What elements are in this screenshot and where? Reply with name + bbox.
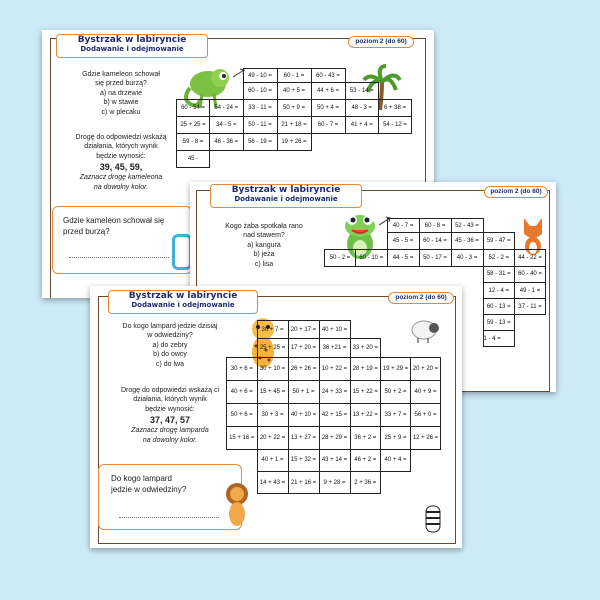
maze-row: [325, 219, 546, 233]
maze-cell[interactable]: 50 + 1 =: [288, 380, 319, 403]
maze-cell[interactable]: 50 - 2 =: [325, 249, 356, 266]
maze-cell[interactable]: 33 - 11 =: [243, 99, 277, 116]
question-text: [102, 322, 238, 369]
answer-line[interactable]: [119, 517, 219, 518]
option-a: a) do zebry: [152, 341, 188, 349]
instruction-line: działania, których wynik: [84, 143, 158, 151]
sheet-title-box: [56, 34, 208, 58]
maze-cell[interactable]: 40 + 10 =: [319, 321, 350, 339]
maze-cell[interactable]: 40 + 4 =: [381, 449, 411, 472]
maze-cell[interactable]: 28 + 19 =: [350, 357, 381, 380]
maze-row: [227, 472, 441, 494]
instruction-italic: na dowolny kolor.: [93, 183, 149, 191]
maze-cell[interactable]: 14 + 43 =: [257, 472, 288, 494]
maze-cell[interactable]: 43 + 14 =: [319, 449, 350, 472]
maze-cell[interactable]: 60 - 43 =: [311, 69, 345, 83]
maze-cell[interactable]: 21 + 18 =: [277, 116, 311, 133]
maze-cell[interactable]: 44 - 22 =: [515, 249, 546, 266]
option-c: c) w plecaku: [101, 108, 141, 116]
maze-cell[interactable]: 50 + 4 =: [311, 99, 345, 116]
maze-cell[interactable]: 50 + 9 =: [277, 99, 311, 116]
maze-cell[interactable]: 44 - 5 =: [387, 249, 419, 266]
sheet-title: Bystrzak w labiryncie: [128, 291, 238, 301]
maze-cell[interactable]: 53 - 14 =: [345, 83, 379, 100]
maze-row: [177, 150, 412, 167]
option-b: b) jeża: [253, 251, 275, 259]
maze-row: [227, 403, 441, 426]
maze-cell[interactable]: 15 + 22 =: [350, 380, 381, 403]
maze-cell[interactable]: 40 + 9 =: [411, 380, 441, 403]
instruction-line: będzie wynosić:: [96, 152, 146, 160]
maze-row: [227, 339, 441, 358]
maze-cell[interactable]: 20 + 22 =: [257, 426, 288, 449]
maze-cell[interactable]: 36 +21 =: [319, 339, 350, 358]
question-line: Gdzie kameleon schował: [82, 71, 160, 78]
level-badge: poziom 2 (do 60): [348, 36, 414, 48]
maze-cell[interactable]: 33 + 7 =: [381, 403, 411, 426]
instruction-text: [102, 386, 238, 445]
sheet-subtitle: Dodawanie i odejmowanie: [80, 45, 184, 53]
target-numbers: 37, 47, 57: [149, 415, 191, 426]
maze-cell[interactable]: 60 - 1 =: [277, 69, 311, 83]
instruction-line: działania, których wynik: [133, 396, 207, 404]
maze-row: [227, 449, 441, 472]
maze-cell[interactable]: 1 - 4 =: [483, 331, 515, 347]
sheet-title-box: [210, 184, 362, 208]
sheet-subtitle: Dodawanie i odejmowanie: [234, 195, 338, 203]
maze-cell[interactable]: 6 + 38 =: [379, 99, 412, 116]
maze-cell[interactable]: 40 + 10 =: [288, 403, 319, 426]
maze-row: [177, 99, 412, 116]
maze-row: [227, 321, 441, 339]
maze-cell[interactable]: 20 + 20 =: [411, 357, 441, 380]
option-b: b) w stawie: [103, 99, 139, 107]
maze-cell[interactable]: 49 - 1 =: [515, 283, 546, 299]
maze-cell[interactable]: 30 + 10 =: [257, 357, 288, 380]
maze-cell[interactable]: 46 - 36 =: [210, 133, 244, 150]
maze-cell[interactable]: 2 + 36 =: [350, 472, 381, 494]
backpack-icon: [172, 234, 192, 270]
answer-question-line: Do kogo lampard: [111, 474, 172, 483]
maze-cell[interactable]: 60 - 7 =: [311, 116, 345, 133]
maze-cell[interactable]: 40 - 3 =: [451, 249, 483, 266]
maze-cell[interactable]: 12 + 26 =: [411, 426, 441, 449]
maze-cell[interactable]: 60 - 10 =: [356, 249, 388, 266]
answer-question: Gdzie kameleon schował się przed burzą?: [63, 216, 165, 237]
maze-row: [177, 83, 412, 100]
maze-cell[interactable]: 48 - 3 =: [345, 99, 379, 116]
maze-cell[interactable]: 24 + 33 =: [319, 380, 350, 403]
maze-cell[interactable]: 54 - 12 =: [379, 116, 412, 133]
option-a: a) kangura: [247, 241, 281, 249]
maze-cell[interactable]: 40 + 1 =: [257, 449, 288, 472]
instruction-line: Drogę do odpowiedzi wskażą ci: [120, 387, 220, 394]
maze-cell[interactable]: 30 + 6 =: [227, 357, 258, 380]
instruction-line: Drogę do odpowiedzi wskażą: [75, 134, 167, 141]
target-numbers: 39, 45, 59,: [99, 162, 143, 173]
instruction-italic: Zaznacz drogę lamparda: [131, 427, 209, 435]
answer-question: [99, 465, 241, 503]
maze-cell[interactable]: 21 + 16 =: [288, 472, 319, 494]
maze-row: [325, 249, 546, 266]
maze-cell[interactable]: 60 - 8 =: [419, 219, 451, 233]
maze-cell[interactable]: 59 - 47 =: [483, 233, 515, 250]
maze-cell[interactable]: 58 - 31 =: [483, 266, 515, 283]
maze-cell[interactable]: 50 + 6 =: [227, 403, 258, 426]
sheet-title: Bystrzak w labiryncie: [231, 185, 341, 195]
maze-cell[interactable]: 13 + 27 =: [288, 426, 319, 449]
maze-cell[interactable]: 36 + 2 =: [350, 426, 381, 449]
answer-line[interactable]: [69, 257, 169, 258]
maze-cell[interactable]: 52 - 43 =: [451, 219, 483, 233]
maze-cell[interactable]: 60 - 13 =: [483, 299, 515, 315]
maze-row: [325, 266, 546, 283]
question-line: się przed burzą?: [95, 80, 147, 88]
maze-cell[interactable]: 10 + 22 =: [319, 357, 350, 380]
maze-cell[interactable]: 26 + 26 =: [288, 357, 319, 380]
sheet-subtitle: Dodawanie i odejmowanie: [131, 301, 235, 309]
maze-cell[interactable]: 52 - 2 =: [483, 249, 515, 266]
maze-cell[interactable]: 46 + 2 =: [350, 449, 381, 472]
option-c: c) do lwa: [155, 360, 184, 368]
answer-box: [98, 464, 242, 530]
option-c: c) lisa: [254, 260, 274, 268]
maze-cell[interactable]: 40 - 7 =: [387, 219, 419, 233]
maze-row: [227, 426, 441, 449]
question-text: [204, 222, 324, 269]
maze-cell[interactable]: 40 + 6 =: [227, 380, 258, 403]
worksheet-leopard: [90, 286, 462, 548]
sheet-title-box: [108, 290, 258, 314]
maze-cell[interactable]: 34 - 5 =: [210, 116, 244, 133]
maze-cell[interactable]: 56 + 0 =: [411, 403, 441, 426]
question-line: Do kogo lampard jedzie dzisiaj: [122, 323, 218, 330]
maze-cell[interactable]: 30 + 3 =: [257, 403, 288, 426]
maze-cell[interactable]: 20 + 17 =: [288, 321, 319, 339]
maze-cell[interactable]: 42 + 15 =: [319, 403, 350, 426]
maze-cell[interactable]: 44 + 6 =: [311, 83, 345, 100]
option-a: a) na drzewie: [99, 89, 143, 97]
maze-cell[interactable]: 9 + 28 =: [319, 472, 350, 494]
maze-row: [177, 69, 412, 83]
maze-cell[interactable]: 12 - 4 =: [483, 283, 515, 299]
maze-cell[interactable]: 25 + 9 =: [381, 426, 411, 449]
maze-cell[interactable]: 13 + 22 =: [350, 403, 381, 426]
maze-cell[interactable]: 60 - 14 =: [419, 233, 451, 250]
maze-row: [227, 357, 441, 380]
maze-cell[interactable]: 45 - 5 =: [387, 233, 419, 250]
maze-grid: [176, 68, 412, 168]
maze-cell[interactable]: 40 + 5 =: [277, 83, 311, 100]
maze-cell[interactable]: 50 - 17 =: [419, 249, 451, 266]
maze-cell[interactable]: 37 - 11 =: [515, 299, 546, 315]
instruction-text: [54, 133, 188, 192]
maze-cell[interactable]: 19 + 26 =: [277, 133, 311, 150]
level-badge: poziom 2 (do 60): [484, 186, 548, 198]
maze-cell[interactable]: 59 - 8 =: [177, 133, 210, 150]
maze-cell[interactable]: 49 - 10 =: [243, 69, 277, 83]
maze-cell[interactable]: 45 - 36 =: [451, 233, 483, 250]
maze-cell[interactable]: 60 - 54 =: [177, 99, 210, 116]
maze-cell[interactable]: 15 + 45 =: [257, 380, 288, 403]
maze-row: [227, 380, 441, 403]
maze-row: [177, 116, 412, 133]
instruction-italic: Zaznacz drogę kameleona: [79, 174, 163, 182]
maze-cell[interactable]: 50 - 11 =: [243, 116, 277, 133]
maze-cell[interactable]: 60 - 10 =: [243, 83, 277, 100]
maze-cell[interactable]: 30 + 7 =: [257, 321, 288, 339]
sheet-title: Bystrzak w labiryncie: [77, 35, 187, 45]
maze-cell[interactable]: 41 + 4 =: [345, 116, 379, 133]
instruction-line: będzie wynosić:: [145, 405, 195, 413]
answer-question-line: jedzie w odwiedziny?: [111, 485, 187, 495]
instruction-italic: na dowolny kolor.: [142, 436, 198, 444]
maze-cell[interactable]: 25 + 25 =: [257, 339, 288, 358]
maze-row: [177, 133, 412, 150]
answer-box: [52, 206, 192, 274]
question-line: w odwiedziny?: [147, 332, 193, 340]
option-b: b) do owcy: [153, 351, 187, 359]
maze-cell[interactable]: 54 - 24 =: [210, 99, 244, 116]
maze-cell[interactable]: 15 + 32 =: [288, 449, 319, 472]
maze-cell[interactable]: 19 + 29 =: [381, 357, 411, 380]
maze-grid: [226, 320, 441, 494]
maze-cell[interactable]: 25 + 25 =: [177, 116, 210, 133]
maze-cell[interactable]: 60 - 40 =: [515, 266, 546, 283]
question-line: Kogo żaba spotkała rano: [225, 223, 303, 230]
question-text: [56, 70, 186, 117]
maze-cell[interactable]: 50 + 2 =: [381, 380, 411, 403]
question-line: nad stawem?: [243, 232, 285, 240]
maze-cell[interactable]: 59 - 13 =: [483, 315, 515, 331]
maze-cell[interactable]: 33 + 20 =: [350, 339, 381, 358]
maze-cell[interactable]: 45 -: [177, 150, 210, 167]
maze-cell[interactable]: 56 - 19 =: [243, 133, 277, 150]
zebra-icon: [420, 502, 446, 536]
maze-cell[interactable]: 17 + 20 =: [288, 339, 319, 358]
level-badge: poziom 2 (do 60): [388, 292, 454, 304]
maze-cell[interactable]: 28 + 29 =: [319, 426, 350, 449]
maze-row: [325, 233, 546, 250]
maze-cell[interactable]: 15 + 16 =: [227, 426, 258, 449]
